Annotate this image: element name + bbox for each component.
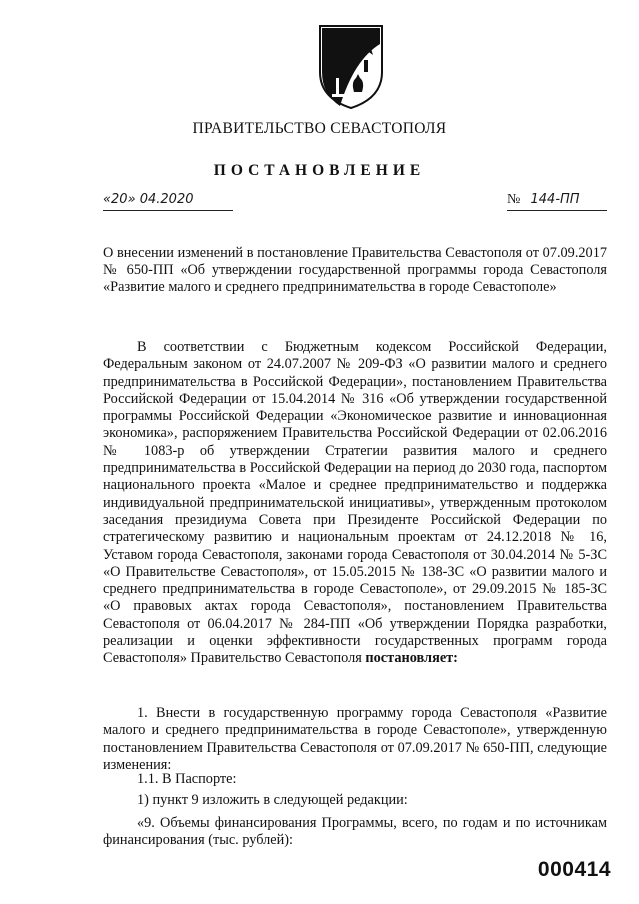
document-type-heading: ПОСТАНОВЛЕНИЕ bbox=[213, 162, 426, 179]
document-date bbox=[103, 192, 233, 211]
preamble-paragraph bbox=[103, 339, 607, 668]
item-9-paragraph bbox=[103, 815, 607, 850]
serial-number: 000414 bbox=[537, 858, 611, 881]
document-subject: О внесении изменений в постановление Правительства Севастополя от 07.09.2017 № 650-ПП «Об утверждении государственной программы города Севастополя «Развитие малого и среднего предпринимательства в городе Севастополе» bbox=[103, 245, 607, 296]
date-handwritten: «20» 04.2020 bbox=[103, 192, 194, 207]
number-handwritten: 144-ПП bbox=[530, 192, 580, 207]
coat-of-arms-emblem bbox=[314, 20, 388, 110]
preamble-verb: постановляет: bbox=[365, 650, 458, 667]
item-1-paragraph bbox=[103, 705, 607, 774]
item-9-text: «9. Объемы финансирования Программы, всего, по годам и по источникам финансирования (тыс. рублей): bbox=[103, 815, 607, 849]
document-number bbox=[507, 192, 607, 211]
item-1-text: 1. Внести в государственную программу города Севастополя «Развитие малого и среднего предпринимательства в городе Севастополе», утвержденную постановлением Правительства Севастополя от 07.09.2017 № 650-ПП, следующие изменения: bbox=[103, 705, 607, 773]
item-1-1-1: 1) пункт 9 изложить в следующей редакции: bbox=[137, 792, 408, 808]
preamble-text: В соответствии с Бюджетным кодексом Российской Федерации, Федеральным законом от 24.07.2007 № 209-ФЗ «О развитии малого и среднего предпринимательства в Российской Федерации», постановлением Правительства Российской Федерации от 15.04.2014 № 316 «Об утверждении государственной программы Российской Федерации «Экономическое развитие и инновационная экономика», распоряжением Правительства Российской Федерации от 02.06.2016 № 1083-р об утверждении Стратегии развития малого и среднего предпринимательства в Российской Федерации на период до 2030 года, паспортом национального проекта «Малое и среднее предпринимательство и поддержка индивидуальной предпринимательской инициативы», утвержденным протоколом заседания президиума Совета при Президенте Российской Федерации по стратегическому развитию и национальным проектам от 24.12.2018 № 16, Уставом города Севастополя, законами города Севастополя от 30.04.2014 № 5-ЗС «О Правительстве Севастополя», от 15.05.2015 № 138-ЗС «О развитии малого и среднего предпринимательства в городе Севастополе», от 29.09.2015 № 185-ЗС «О правовых актах города Севастополя», постановлением Правительства Севастополя от 06.04.2017 № 284-ПП «Об утверждении Порядка разработки, реализации и оценки эффективности государственных программ города Севастополя» Правительство Севастополя bbox=[103, 339, 607, 667]
government-title: ПРАВИТЕЛЬСТВО СЕВАСТОПОЛЯ bbox=[192, 120, 447, 137]
number-label: № bbox=[507, 192, 521, 207]
item-1-1: 1.1. В Паспорте: bbox=[137, 771, 237, 787]
